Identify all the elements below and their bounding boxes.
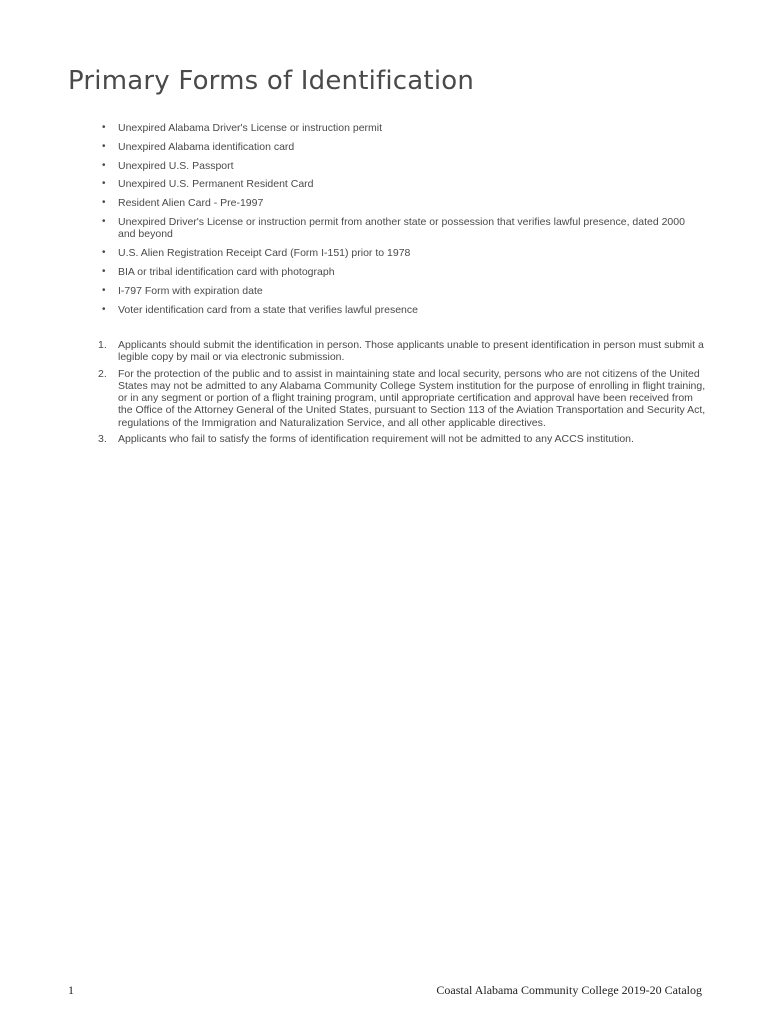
list-item-text: Unexpired U.S. Permanent Resident Card [118,178,314,191]
list-item [100,178,700,191]
list-item-text: Unexpired Alabama Driver's License or instruction permit [118,122,383,134]
note-number: 2. [98,367,107,380]
note-item [96,433,706,445]
list-item [100,266,700,279]
list-item [100,141,700,154]
footer-catalog-title: Coastal Alabama Community College 2019-20 Catalog [436,983,702,997]
bullet-icon: • [102,303,106,315]
requirements-notes [96,339,706,449]
list-item-text: Unexpired Alabama identification card [118,140,295,153]
list-item [100,122,700,135]
list-item [100,304,700,317]
note-text: Applicants who fail to satisfy the forms of identification requirement will not be admitted to any ACCS institution. [118,433,634,446]
list-item-text: BIA or tribal identification card with photograph [118,266,335,279]
list-item [100,285,700,298]
list-item-text: Unexpired U.S. Passport [118,159,234,172]
note-number: 3. [98,433,107,446]
list-item-text: Resident Alien Card - Pre-1997 [118,197,264,210]
bullet-icon: • [102,266,106,278]
bullet-icon: • [102,215,106,227]
bullet-icon: • [102,159,106,171]
list-item-text: U.S. Alien Registration Receipt Card (Form I-151) prior to 1978 [118,247,411,260]
list-item-text: Voter identification card from a state that verifies lawful presence [118,303,418,316]
bullet-icon: • [102,140,106,152]
note-text: Applicants should submit the identification in person. Those applicants unable to present identification in person must submit a legible copy by mail or via electronic submission. [118,339,704,364]
list-item-text: Unexpired Driver's License or instruction permit from another state or possession that verifies lawful presence, dated 2000 and beyond [118,215,685,241]
list-item [100,197,700,210]
bullet-icon: • [102,178,106,190]
identification-list [100,122,700,322]
footer-page-number: 1 [68,983,74,997]
list-item [100,160,700,173]
bullet-icon: • [102,197,106,209]
bullet-icon: • [102,284,106,296]
bullet-icon: • [102,122,106,133]
bullet-icon: • [102,247,106,259]
list-item-text: I-797 Form with expiration date [118,284,263,297]
page-title: Primary Forms of Identification [68,66,475,96]
note-item [96,368,706,429]
note-number: 1. [98,339,107,351]
note-item [96,339,706,364]
list-item [100,216,700,241]
note-text: For the protection of the public and to assist in maintaining state and local security, persons who are not citizens of the United States may not be admitted to any Alabama Community College System institution for the purpose of enrolling in flight training, or in any segment or portion of a flight training program, until appropriate certification and approval have been received from the Office of the Attorney General of the United States, pursuant to Section 113 of the Aviation Transportation and Security Act, regulations of the Immigration and Naturalization Service, and all other applicable directives. [118,367,706,429]
list-item [100,247,700,260]
